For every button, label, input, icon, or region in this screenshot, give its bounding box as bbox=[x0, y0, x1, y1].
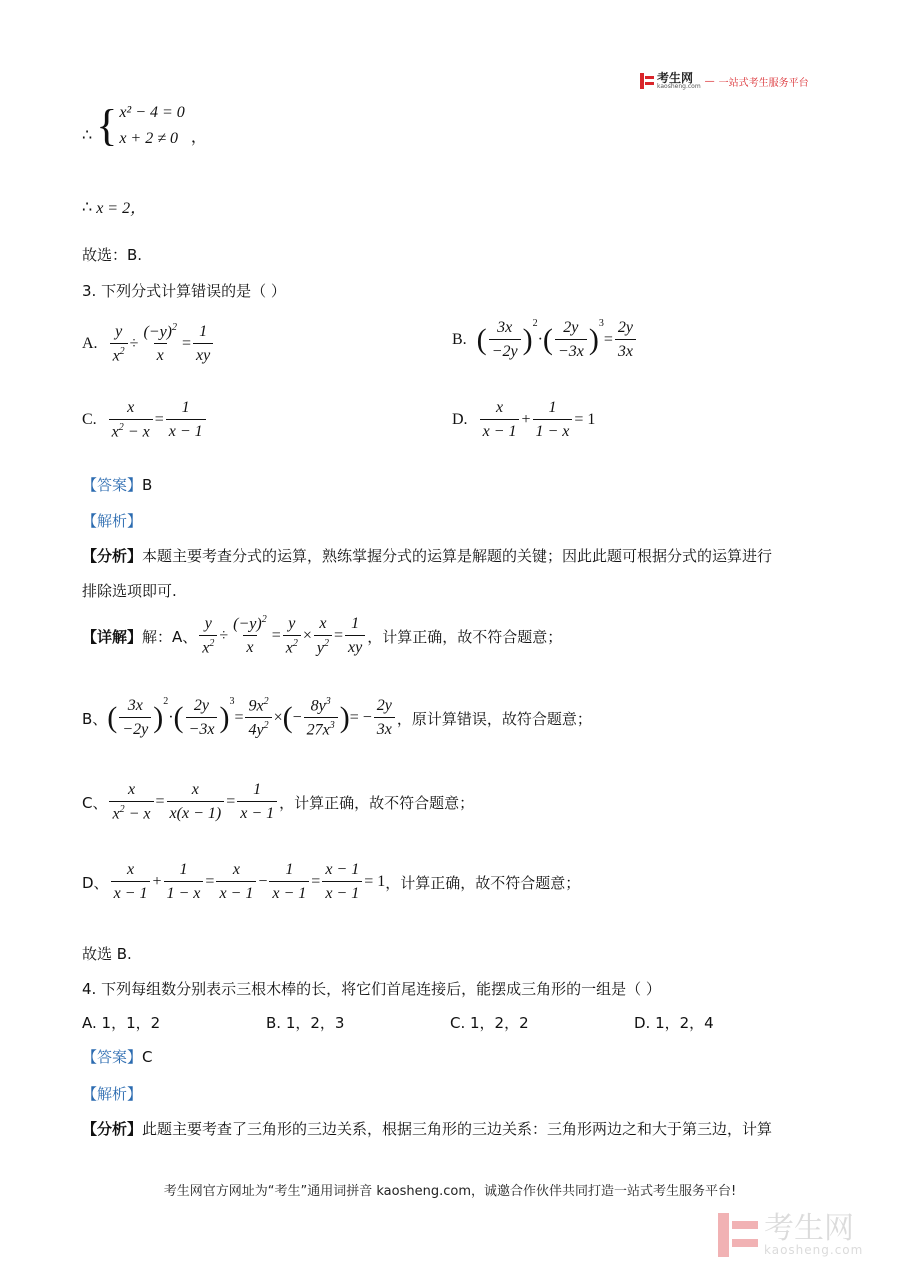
q3-detail-c: C、 $\frac{x}{x^2 - x}$ = $\frac{x}{x(x - 1)}$ = $\frac{1}{x - 1}$ ，计算正确，故不符合题意； bbox=[82, 781, 475, 823]
footer-text: 考生网官方网址为“考生”通用词拼音 kaosheng.com，诚邀合作伙伴共同打造一站式考生服务平台! bbox=[163, 1184, 737, 1199]
system-block: ∴ { x² − 4 = 0 x + 2 ≠ 0 ， bbox=[82, 101, 207, 150]
detail-prefix: 解：A、 bbox=[142, 627, 198, 646]
system-eq-2: x + 2 ≠ 0 bbox=[119, 130, 178, 147]
detail-d-tail: ，计算正确，故不符合题意； bbox=[385, 873, 581, 892]
option-label: B. bbox=[452, 331, 467, 348]
q4-analysis-tag: 【解析】 bbox=[82, 1085, 143, 1103]
watermark bbox=[718, 1213, 863, 1257]
header-slogan: 一站式考生服务平台 bbox=[718, 77, 809, 89]
q3-option-a: A. $\frac{y}{x^2}$ ÷ $\frac{(-y)^2}{x}$ = $\frac{1}{xy}$ bbox=[82, 322, 215, 366]
fenxi-tag: 【分析】 bbox=[82, 547, 143, 565]
detail-d-prefix: D、 bbox=[82, 873, 109, 892]
logo-domain: kaosheng.com bbox=[657, 83, 701, 90]
system-comma: ， bbox=[190, 128, 207, 146]
q4-fenxi bbox=[82, 1118, 842, 1139]
answer-value: C bbox=[142, 1048, 153, 1066]
q4-stem: 4. 下列每组数分别表示三根木棒的长，将它们首尾连接后，能摆成三角形的一组是（ ） bbox=[82, 980, 661, 998]
q3-fenxi-cont: 排除选项即可. bbox=[82, 582, 177, 600]
detail-tag: 【详解】 bbox=[82, 627, 143, 646]
q3-detail-d: D、 $\frac{x}{x - 1}$ + $\frac{1}{1 - x}$ = $\frac{x}{x - 1}$ − $\frac{1}{x - 1}$ = $\frac{x - 1}{x - 1}$ = 1 ，计算正确，故不符合题意； bbox=[82, 861, 581, 902]
q4-option-c: C. 1，2，2 bbox=[450, 1014, 529, 1032]
q4-option-b: B. 1，2，3 bbox=[266, 1014, 345, 1032]
q3-option-b: B. ( $\frac{3x}{-2y}$ ) 2 · ( $\frac{2y}{-3x}$ ) 3 = $\frac{2y}{3x}$ bbox=[452, 318, 638, 362]
q4-option-d: D. 1，2，4 bbox=[634, 1014, 714, 1032]
fenxi-text: 本题主要考查分式的运算，熟练掌握分式的运算是解题的关键；因此此题可根据分式的运算进行 bbox=[142, 547, 773, 565]
detail-c-tail: ，计算正确，故不符合题意； bbox=[279, 793, 475, 812]
q3-option-c: C. $\frac{x}{x^2 - x}$ = $\frac{1}{x - 1}$ bbox=[82, 398, 208, 442]
detail-a-tail: ，计算正确，故不符合题意； bbox=[367, 627, 563, 646]
option-label: D. bbox=[452, 411, 468, 428]
system-eq-1: x² − 4 = 0 bbox=[119, 104, 185, 121]
option-label: C. bbox=[82, 411, 97, 429]
watermark-logo-icon bbox=[718, 1213, 758, 1257]
q3-stem: 3. 下列分式计算错误的是（ ） bbox=[82, 282, 286, 300]
result-value: x = 2， bbox=[96, 200, 147, 217]
result-line bbox=[82, 195, 146, 218]
answer-tag: 【答案】 bbox=[82, 1048, 143, 1066]
logo-mark-icon bbox=[640, 73, 654, 89]
q3-answer bbox=[82, 474, 152, 495]
answer-tag: 【答案】 bbox=[82, 476, 143, 494]
watermark-domain: kaosheng.com bbox=[764, 1243, 864, 1257]
detail-b-prefix: B、 bbox=[82, 709, 108, 728]
q4-option-a: A. 1，1，2 bbox=[82, 1014, 161, 1032]
q3-detail-a: 【详解】 解：A、 $\frac{y}{x^2}$ ÷ $\frac{(-y)^2}{x}$ = $\frac{y}{x^2}$ × $\frac{x}{y^2}$ = $\frac{1}{xy}$ ，计算正确，故不符合题意； bbox=[82, 614, 563, 657]
prev-choice: 故选：B. bbox=[82, 246, 143, 264]
watermark-brand: 考生网 bbox=[764, 1211, 854, 1246]
q4-answer bbox=[82, 1046, 153, 1067]
q3-fenxi bbox=[82, 545, 822, 566]
detail-b-tail: ，原计算错误，故符合题意； bbox=[396, 709, 592, 728]
detail-c-prefix: C、 bbox=[82, 793, 108, 812]
fenxi-text: 此题主要考查了三角形的三边关系，根据三角形的三边关系：三角形两边之和大于第三边，计算 bbox=[142, 1120, 773, 1138]
fenxi-tag: 【分析】 bbox=[82, 1120, 143, 1138]
q3-analysis-tag: 【解析】 bbox=[82, 512, 143, 530]
q3-detail-b: B、 ( $\frac{3x}{-2y}$ ) 2 · ( $\frac{2y}{-3x}$ ) 3 = $\frac{9x^2}{4y^2}$ × ( − $\frac{8y^3}{27x^3}$ ) = − $\frac{2y}{3x}$ ，原计算错误，故符合题意； bbox=[82, 696, 592, 739]
header-logo: 考生网 kaosheng.com — 一站式考生服务平台 bbox=[640, 72, 809, 90]
q3-choice: 故选 B. bbox=[82, 945, 132, 963]
logo-brand: 考生网 bbox=[657, 71, 694, 85]
therefore-symbol: ∴ bbox=[82, 198, 93, 216]
q3-option-d: D. $\frac{x}{x - 1}$ + $\frac{1}{1 - x}$ = 1 bbox=[452, 399, 596, 440]
answer-value: B bbox=[142, 476, 153, 494]
option-label: A. bbox=[82, 335, 98, 353]
therefore-symbol: ∴ bbox=[82, 127, 93, 144]
